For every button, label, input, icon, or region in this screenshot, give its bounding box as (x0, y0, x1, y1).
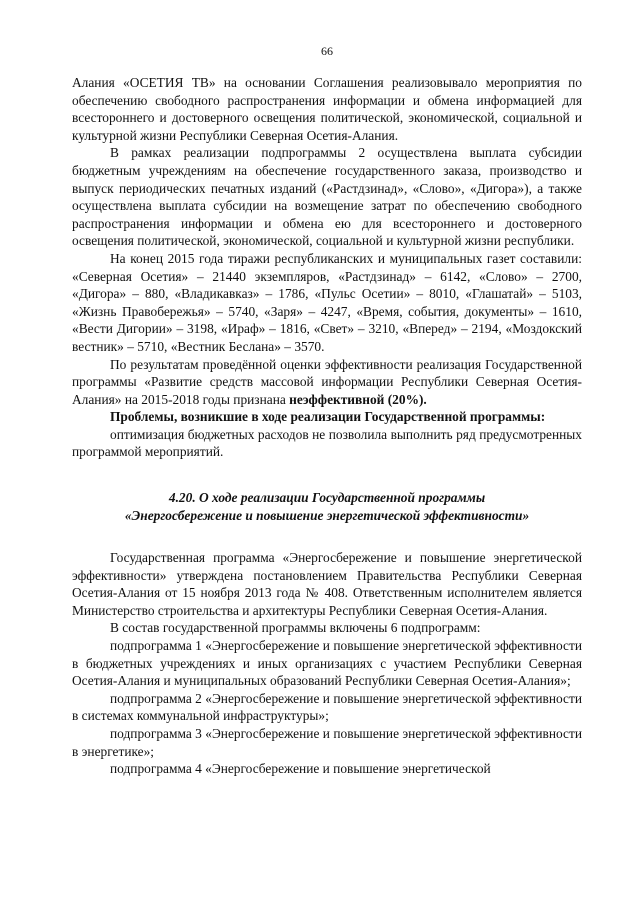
paragraph-newspaper-circulation: На конец 2015 года тиражи республиканских и муниципальных газет составили: «Северная Осетия» – 21440 экземпляров, «Растдзинад» – 6142, «Слово» – 2700, «Дигора» – 880, «Владикавказ» – 1786, «Пульс Осетии» – 8010, «Глашатай» – 5103, «Жизнь Правобережья» – 5740, «Заря» – 4247, «Время, события, документы» – 1610, «Вести Дигории» – 3198, «Ираф» – 1816, «Свет» – 3210, «Вперед» – 2194, «Моздокский вестник» – 5710, «Вестник Беслана» – 3570. (72, 250, 582, 354)
paragraph-subprogram-2-subsidy: В рамках реализации подпрограммы 2 осуществлена выплата субсидии бюджетным учреждениям на обеспечение государственного заказа, производство и выпуск периодических печатных изданий («Растдзинад», «Слово», «Дигора»), а также осуществлена выплата субсидии на возмещение затрат по обеспечению свободного распространения информации и обмена ею для всестороннего и достоверного освещения политической, экономической, социальной и культурной жизни республики. (72, 145, 582, 249)
paragraph-subprograms-intro: В состав государственной программы включены 6 подпрограмм: (110, 620, 481, 636)
subprogram-item: подпрограмма 4 «Энергосбережение и повышение энергетической (110, 761, 491, 777)
paragraph-program-approval: Государственная программа «Энергосбережение и повышение энергетической эффективности» утверждена постановлением Правительства Республики Северная Осетия-Алания от 15 ноября 2013 года № 408. Ответственным исполнителем является Министерство строительства и архитектуры Республики Северная Осетия-Алания. (72, 550, 582, 618)
efficiency-assessment-text: По результатам проведённой оценки эффективности реализация Государственной программы «Развитие средств массовой информации Республики Северная Осетия-Алания» на 2015-2018 годы признана (72, 356, 582, 407)
problems-heading: Проблемы, возникшие в ходе реализации Государственной программы: (110, 409, 546, 425)
section-heading-line-1: 4.20. О ходе реализации Государственной программы (168, 490, 486, 506)
page-number: 66 (321, 44, 333, 58)
paragraph-ossetia-tv: Алания «ОСЕТИЯ ТВ» на основании Соглашения реализовывало мероприятия по обеспечению свободного распространения информации и обмена информацией для всестороннего и достоверного освещения политической, экономической, социальной и культурной жизни Республики Северная Осетия-Алания. (72, 75, 582, 143)
paragraph-efficiency-assessment (72, 356, 582, 409)
section-heading-line-2: «Энергосбережение и повышение энергетической эффективности» (124, 508, 530, 524)
efficiency-rating: неэффективной (20%). (289, 391, 427, 407)
subprogram-item: подпрограмма 1 «Энергосбережение и повышение энергетической эффективности в бюджетных учреждениях и иных организациях с участием Республики Северная Осетия-Алания и муниципальных образований Республики Северная Осетия-Алания»; (72, 638, 582, 689)
subprogram-item: подпрограмма 3 «Энергосбережение и повышение энергетической эффективности в энергетике»; (72, 726, 582, 759)
section-heading (72, 489, 582, 525)
subprogram-item: подпрограмма 2 «Энергосбережение и повышение энергетической эффективности в системах коммунальной инфраструктуры»; (72, 690, 582, 724)
paragraph-problems: оптимизация бюджетных расходов не позволила выполнить ряд предусмотренных программой мероприятий. (72, 426, 582, 460)
